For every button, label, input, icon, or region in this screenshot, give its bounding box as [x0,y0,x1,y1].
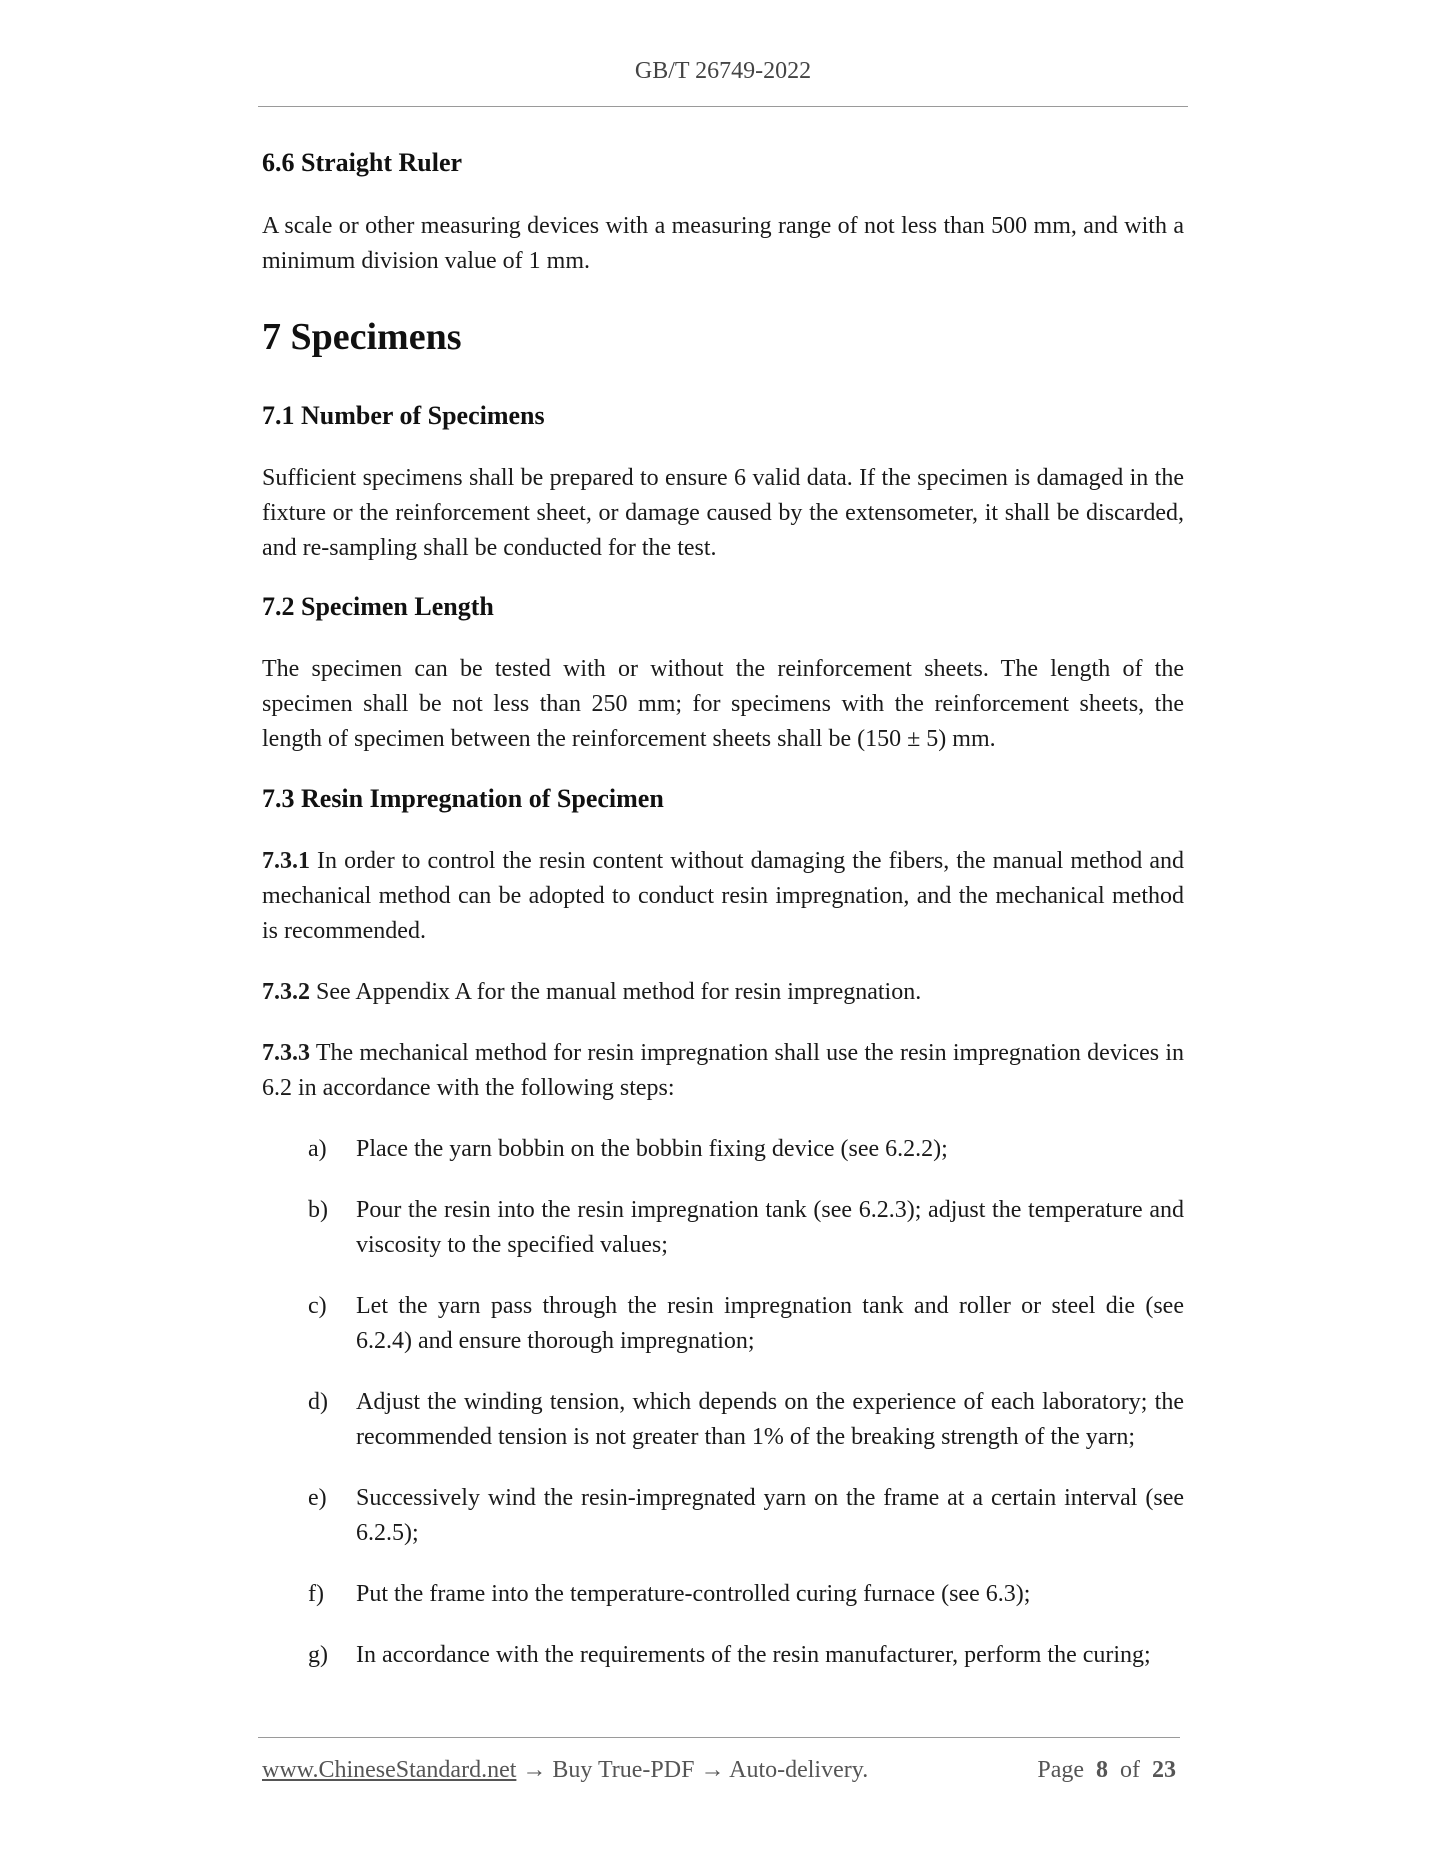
list-text: Let the yarn pass through the resin impregnation tank and roller or steel die (see 6.2.4) and ensure thorough impregnation; [356,1293,1184,1354]
total-pages: 23 [1152,1757,1176,1783]
page-indicator [1037,1757,1176,1784]
header-divider [258,106,1188,107]
section-7-1-body: Sufficient specimens shall be prepared to ensure 6 valid data. If the specimen is damaged in the fixture or the reinforcement sheet, or damage caused by the extensometer, it shall be discarded, and re-sampling shall be conducted for the test. [262,465,1184,561]
of-label: of [1120,1757,1140,1783]
section-7-heading: 7 Specimens [262,316,462,358]
clause-7-3-1 [262,844,1184,949]
list-marker: f) [308,1581,324,1607]
clause-7-3-2 [262,975,1184,1010]
list-text: Successively wind the resin-impregnated yarn on the frame at a certain interval (see 6.2.5); [356,1485,1184,1546]
list-text: Put the frame into the temperature-controlled curing furnace (see 6.3); [356,1581,1031,1607]
list-marker: c) [308,1293,327,1319]
list-item [308,1577,1184,1612]
section-7-2-body: The specimen can be tested with or without the reinforcement sheets. The length of the specimen shall be not less than 250 mm; for specimens with the reinforcement sheets, the length of specimen between the reinforcement sheets shall be (150 ± 5) mm. [262,656,1184,752]
list-marker: d) [308,1389,328,1415]
section-7-1-heading: 7.1 Number of Specimens [262,401,545,430]
buy-text: → Buy True-PDF → Auto-delivery. [516,1757,869,1783]
list-item [308,1481,1184,1551]
list-item [308,1193,1184,1263]
list-marker: g) [308,1642,328,1668]
page-label: Page [1037,1757,1084,1783]
page-number: 8 [1096,1757,1108,1783]
list-item [308,1132,1184,1167]
section-7-3-heading: 7.3 Resin Impregnation of Specimen [262,784,664,813]
list-marker: e) [308,1485,327,1511]
section-6-6-body: A scale or other measuring devices with a measuring range of not less than 500 mm, and with a minimum division value of 1 mm. [262,213,1184,274]
list-marker: b) [308,1197,328,1223]
clause-text: In order to control the resin content without damaging the fibers, the manual method and mechanical method can be adopted to conduct resin impregnation, and the mechanical method is recommended. [262,848,1184,944]
page-footer [262,1757,1180,1784]
clause-number: 7.3.2 [262,979,310,1005]
clause-text: See Appendix A for the manual method for resin impregnation. [310,979,922,1005]
list-text: Adjust the winding tension, which depends on the experience of each laboratory; the recommended tension is not greater than 1% of the breaking strength of the yarn; [356,1389,1184,1450]
list-text: Pour the resin into the resin impregnation tank (see 6.2.3); adjust the temperature and viscosity to the specified values; [356,1197,1184,1258]
clause-7-3-3 [262,1036,1184,1106]
section-7-2-heading: 7.2 Specimen Length [262,592,494,621]
list-marker: a) [308,1136,327,1162]
list-text: Place the yarn bobbin on the bobbin fixing device (see 6.2.2); [356,1136,948,1162]
section-6-6-heading: 6.6 Straight Ruler [262,148,463,177]
clause-number: 7.3.3 [262,1040,310,1066]
list-item [308,1638,1184,1673]
footer-divider [258,1737,1180,1738]
running-header: GB/T 26749-2022 [634,58,812,84]
list-text: In accordance with the requirements of the resin manufacturer, perform the curing; [356,1642,1151,1668]
list-item [308,1289,1184,1359]
clause-text: The mechanical method for resin impregnation shall use the resin impregnation devices in 6.2 in accordance with the following steps: [262,1040,1184,1101]
list-item [308,1385,1184,1455]
site-link[interactable]: www.ChineseStandard.net [262,1757,517,1783]
clause-number: 7.3.1 [262,848,310,874]
